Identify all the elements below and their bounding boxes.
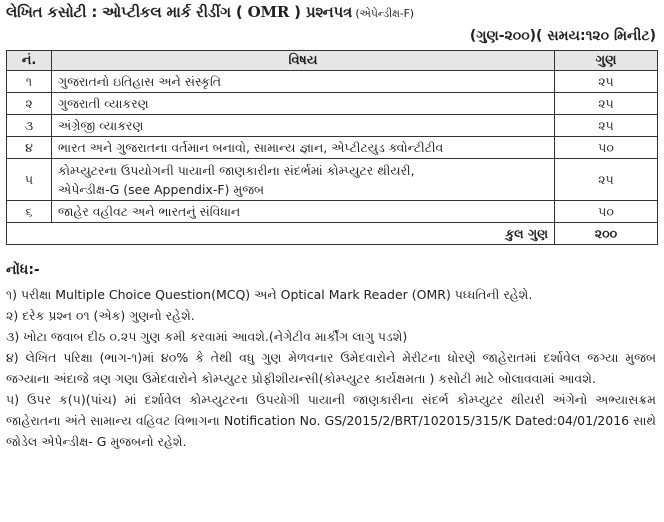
row-no: ૪ [7, 137, 52, 159]
total-label: કુલ ગુણ [7, 223, 555, 245]
subjects-table [6, 50, 658, 245]
page-title [6, 3, 414, 21]
row-marks: ૫૦ [555, 201, 658, 223]
title-suffix: ) પ્રશ્નપત્ર [294, 3, 353, 21]
row-no: ૨ [7, 93, 52, 115]
title-omr: OMR [242, 3, 290, 21]
title-prefix: લેખિત કસોટી : ઓપ્ટીકલ માર્ક રીડીંગ ( [6, 3, 243, 21]
row-subject: જાહેર વહીવટ અને ભારતનું સંવિધાન [52, 201, 555, 223]
table-row [7, 159, 658, 201]
total-value: ૨૦૦ [555, 223, 658, 245]
table-row [7, 201, 658, 223]
total-row [7, 223, 658, 245]
note-item: ૨) દરેક પ્રશ્ન ૦૧ (એક) ગુણનો રહેશે. [6, 308, 195, 323]
title-appendix: (એપેન્ડીક્ષ-F) [352, 7, 414, 20]
row-no: ૩ [7, 115, 52, 137]
table-header-row [7, 51, 658, 71]
header-no: નં. [7, 51, 52, 71]
row-no: ૬ [7, 201, 52, 223]
row-subject [52, 159, 555, 201]
table-row [7, 93, 658, 115]
row-marks: ૫૦ [555, 137, 658, 159]
row-subject: ભારત અને ગુજરાતના વર્તમાન બનાવો, સામાન્ય જ્ઞાન, એપ્ટીટયુડ ક્વોન્ટીટીવ [52, 137, 555, 159]
row-no: ૧ [7, 71, 52, 93]
notes-heading: નોંધ:- [6, 262, 40, 278]
row-marks: ૨૫ [555, 159, 658, 201]
header-marks: ગુણ [555, 51, 658, 71]
row-subject-line2: એપેન્ડીક્ષ-G (see Appendix-F) મુજબ [58, 181, 265, 197]
row-subject-line1: કોમ્પ્યુટરના ઉપયોગની પાયાની જાણકારીના સંદર્ભમાં કોમ્પ્યુટર થીયરી, [58, 162, 415, 178]
row-subject: ગુજરાતી વ્યાકરણ [52, 93, 555, 115]
row-no: ૫ [7, 159, 52, 201]
header-subject: વિષય [52, 51, 555, 71]
note-item: ૪) લેખિત પરિક્ષા (ભાગ-૧)માં ૪૦% કે તેથી વધુ ગુણ મેળવનાર ઉમેદવારોને મેરીટના ધોરણે જાહેરાતમાં દર્શાવેલ જગ્યા મુજબ જગ્યાના અંદાજે ત્રણ ગણા ઉમેદવારોને કોમ્પ્યુટર પ્રોફીશીયન્સી(કોમ્પ્યુટર કાર્યક્ષમતા ) કસોટી માટે બોલાવવામાં આવશે. [6, 350, 656, 386]
table-row [7, 71, 658, 93]
row-subject: અંગ્રેજી વ્યાકરણ [52, 115, 555, 137]
table-row [7, 137, 658, 159]
marks-time-subtitle: (ગુણ-૨૦૦)( સમય:૧૨૦ મિનીટ) [469, 28, 656, 44]
note-item: ૩) ખોટા જવાબ દીઠ ૦.૨૫ ગુણ કમી કરવામાં આવશે.(નેગેટીવ માર્કીંગ લાગુ પડશે) [6, 329, 408, 344]
row-marks: ૨૫ [555, 71, 658, 93]
row-subject: ગુજરાતનો ઇતિહાસ અને સંસ્કૃતિ [52, 71, 555, 93]
note-item: ૫) ઉપર ક(૫)(પાંચ) માં દર્શાવેલ કોમ્પ્યુટરના ઉપયોગી પાયાની જાણકારીના સંદર્ભ કોમ્પ્યુટર થીયરી અંગેનો અભ્યાસક્રમ જાહેરાતના અંતે સામાન્ય વહિવટ વિભાગના Notification No. GS/2015/2/BRT/102015/315/K Dated:04/01/2016 સાથે જોડેલ એપેન્ડીક્ષ- G મુજબનો રહેશે. [6, 392, 656, 449]
note-item: ૧) પરીક્ષા Multiple Choice Question(MCQ) અને Optical Mark Reader (OMR) પધ્ધતિની રહેશે. [6, 287, 533, 302]
row-marks: ૨૫ [555, 115, 658, 137]
row-marks: ૨૫ [555, 93, 658, 115]
notes-list [6, 284, 656, 452]
table-row [7, 115, 658, 137]
